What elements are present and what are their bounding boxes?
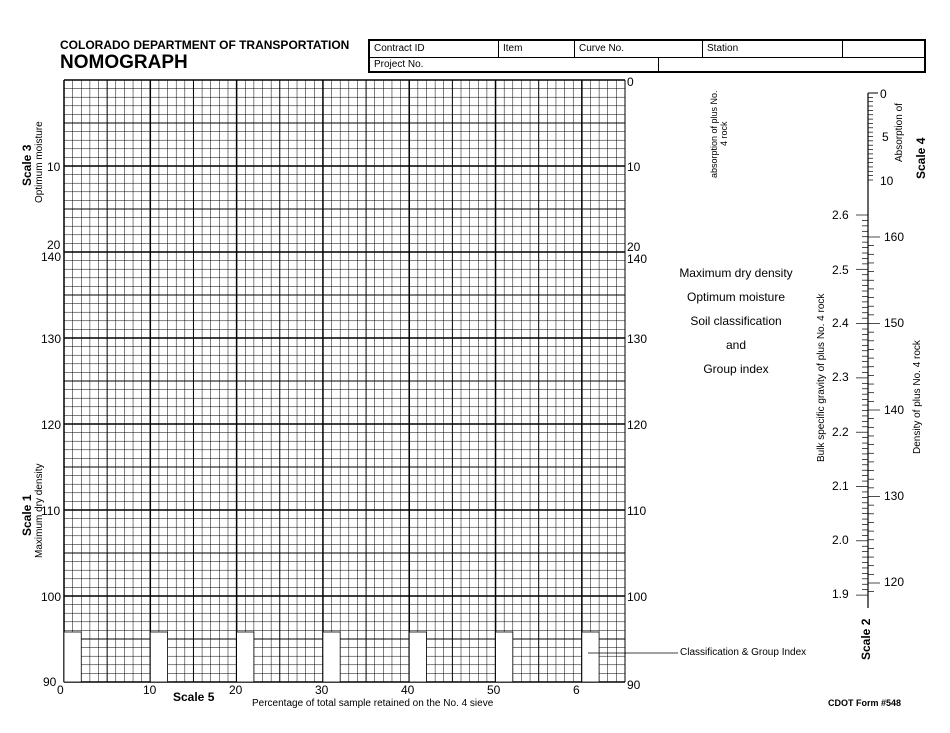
scale-2-density-description: Density of plus No. 4 rock — [912, 340, 923, 454]
gravity-value-2-5: 2.5 — [832, 263, 849, 277]
gravity-value-2-6: 2.6 — [832, 208, 849, 222]
bottom-axis-label-6: 6 — [573, 683, 580, 697]
gravity-value-2-3: 2.3 — [832, 370, 849, 384]
bottom-axis-label-30: 30 — [315, 683, 329, 697]
right-axis-label-110: 110 — [627, 504, 647, 518]
right-axis-label-130: 130 — [627, 332, 648, 346]
form-title: NOMOGRAPH — [60, 52, 188, 73]
bottom-axis-label-10: 10 — [143, 683, 157, 697]
right-axis-label-10: 10 — [627, 160, 641, 174]
legend-line-and: and — [725, 338, 747, 352]
station-label: Station — [707, 43, 739, 54]
right-axis-label-120: 120 — [627, 418, 648, 432]
gravity-value-2-0: 2.0 — [832, 533, 849, 547]
legend-line-optimum-moisture: Optimum moisture — [686, 290, 786, 304]
classification-box — [150, 632, 167, 682]
curve-no-label: Curve No. — [579, 43, 625, 54]
right-axis-label-20: 20 — [627, 240, 641, 254]
density-value-120: 120 — [884, 575, 905, 589]
legend-line-soil-classification: Soil classification — [690, 314, 782, 328]
gravity-value-2-1: 2.1 — [832, 479, 849, 493]
legend-line-max-dry-density: Maximum dry density — [679, 266, 793, 280]
bottom-axis-label-40: 40 — [401, 683, 415, 697]
classification-box — [237, 632, 254, 682]
absorption-note-line-1: absorption of plus No. — [709, 90, 719, 178]
scale-4-value-0: 0 — [880, 87, 887, 101]
right-axis-label-90: 90 — [627, 678, 641, 692]
left-axis-label-140: 140 — [41, 250, 62, 264]
scale-5-description: Percentage of total sample retained on the No. 4 sieve — [252, 698, 494, 709]
scale-5-label: Scale 5 — [173, 690, 215, 704]
scale-2-gravity-description: Bulk specific gravity of plus No. 4 rock — [816, 293, 827, 462]
bottom-axis-label-50: 50 — [487, 683, 501, 697]
scale-4-description: Absorption of — [894, 103, 905, 162]
scale-2-label: Scale 2 — [859, 618, 873, 660]
gravity-value-2-2: 2.2 — [832, 425, 849, 439]
density-value-150: 150 — [884, 316, 905, 330]
left-axis-label-130: 130 — [41, 332, 62, 346]
item-label: Item — [503, 43, 523, 54]
left-axis-label-20: 20 — [47, 238, 61, 252]
left-axis-label-110: 110 — [41, 504, 61, 518]
scale-1-label: Scale 1 — [20, 494, 34, 536]
contract-id-label: Contract ID — [374, 43, 425, 54]
classification-box — [323, 632, 340, 682]
left-axis-label-10: 10 — [47, 160, 61, 174]
absorption-note-line-2: 4 rock — [719, 121, 729, 146]
left-axis-label-90: 90 — [43, 675, 57, 689]
right-axis-label-0: 0 — [627, 75, 634, 89]
scale-3-description: Optimum moisture — [34, 121, 45, 203]
left-axis-label-120: 120 — [41, 418, 62, 432]
scale-3-label: Scale 3 — [20, 144, 34, 186]
legend-line-group-index: Group index — [703, 362, 769, 376]
scale-bars — [856, 93, 880, 608]
scale-4-value-5: 5 — [882, 130, 889, 144]
gravity-value-2-4: 2.4 — [832, 316, 849, 330]
classification-box — [409, 632, 426, 682]
legend-text-block — [668, 263, 804, 383]
scale-4-label: Scale 4 — [914, 137, 928, 179]
density-value-160: 160 — [884, 230, 905, 244]
scale-1-description: Maximum dry density — [34, 463, 45, 558]
bottom-axis-label-0: 0 — [57, 683, 64, 697]
classification-box — [496, 632, 513, 682]
organization-name: COLORADO DEPARTMENT OF TRANSPORTATION — [60, 38, 350, 52]
right-axis-label-140: 140 — [627, 252, 648, 266]
classification-box — [582, 632, 599, 682]
density-value-130: 130 — [884, 489, 905, 503]
scale-4-value-10: 10 — [880, 174, 894, 188]
form-number: CDOT Form #548 — [828, 698, 902, 708]
left-axis-label-100: 100 — [41, 590, 62, 604]
right-axis-label-100: 100 — [627, 590, 648, 604]
density-value-140: 140 — [884, 403, 905, 417]
nomograph-grid — [64, 80, 678, 682]
classification-box — [64, 632, 81, 682]
bottom-axis-label-20: 20 — [229, 683, 243, 697]
project-no-label: Project No. — [374, 59, 424, 70]
classification-group-index-label: Classification & Group Index — [680, 647, 807, 658]
gravity-value-1-9: 1.9 — [832, 587, 849, 601]
